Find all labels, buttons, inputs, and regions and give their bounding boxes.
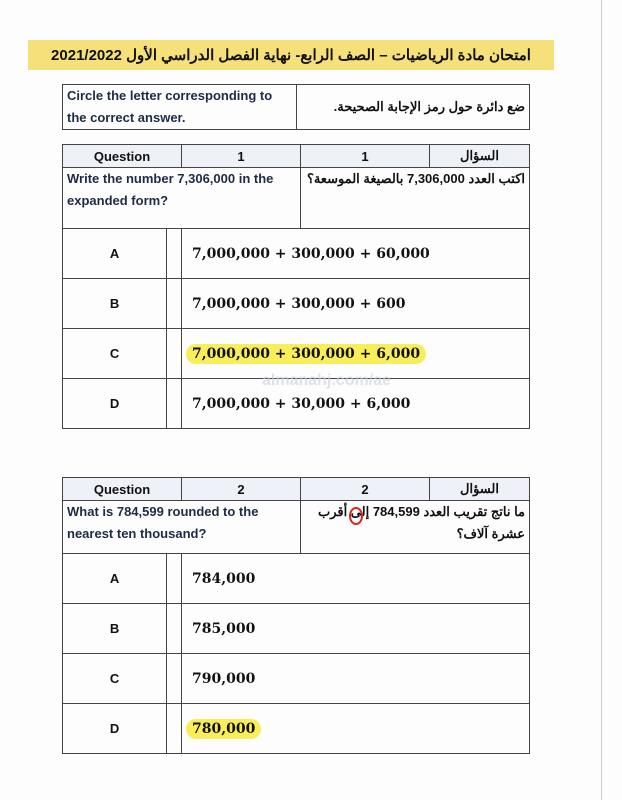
option-row — [63, 554, 530, 604]
option-row — [63, 329, 530, 379]
watermark: almanahj.com/ae — [262, 372, 391, 389]
option-row — [63, 279, 530, 329]
question-prompt-en: What is 784,599 rounded to the nearest ten thousand? — [63, 501, 301, 554]
option-value-cell — [182, 654, 530, 704]
option-letter[interactable]: A — [63, 554, 167, 604]
option-row — [63, 704, 530, 754]
option-divider — [167, 554, 182, 604]
question-prompt-ar: اكتب العدد 7,306,000 بالصيغة الموسعة؟ — [301, 168, 530, 229]
instructions-ar: ضع دائرة حول رمز الإجابة الصحيحة. — [296, 85, 530, 130]
question-number-ar: 1 — [301, 145, 430, 168]
option-value: 7,000,000 + 300,000 + 600 — [192, 295, 406, 312]
question-label-en: Question — [63, 478, 182, 501]
page-edge — [601, 0, 608, 800]
option-value-cell — [182, 604, 530, 654]
option-value: 790,000 — [192, 670, 256, 687]
option-divider — [167, 704, 182, 754]
question-label-ar: السؤال — [430, 145, 530, 168]
option-divider — [167, 379, 182, 429]
instructions-table — [62, 84, 530, 130]
highlighted-answer: 7,000,000 + 300,000 + 6,000 — [186, 344, 426, 364]
option-value: 7,000,000 + 30,000 + 6,000 — [192, 395, 411, 412]
exam-title-bar — [28, 40, 554, 70]
exam-title: امتحان مادة الرياضيات – الصف الرابع- نهاية الفصل الدراسي الأول 2021/2022 — [51, 47, 531, 64]
option-divider — [167, 654, 182, 704]
option-letter[interactable]: C — [63, 329, 167, 379]
question-2-table — [62, 477, 530, 754]
option-row — [63, 654, 530, 704]
option-letter[interactable]: A — [63, 229, 167, 279]
option-value: 785,000 — [192, 620, 256, 637]
option-letter[interactable]: C — [63, 654, 167, 704]
question-number-ar: 2 — [301, 478, 430, 501]
option-value: 784,000 — [192, 570, 256, 587]
question-label-ar: السؤال — [430, 478, 530, 501]
option-row — [63, 229, 530, 279]
option-letter[interactable]: D — [63, 379, 167, 429]
question-label-en: Question — [63, 145, 182, 168]
option-row — [63, 604, 530, 654]
question-prompt-en: Write the number 7,306,000 in the expanded form? — [63, 168, 301, 229]
option-letter[interactable]: B — [63, 279, 167, 329]
option-value-cell — [182, 229, 530, 279]
option-letter[interactable]: B — [63, 604, 167, 654]
option-divider — [167, 229, 182, 279]
option-value-cell — [182, 704, 530, 754]
option-value: 7,000,000 + 300,000 + 60,000 — [192, 245, 430, 262]
question-number-en: 2 — [182, 478, 301, 501]
option-letter[interactable]: D — [63, 704, 167, 754]
option-value-cell — [182, 279, 530, 329]
instructions-en: Circle the letter corresponding to the correct answer. — [63, 85, 297, 130]
red-circle-mark — [349, 507, 363, 525]
highlighted-answer: 780,000 — [186, 719, 261, 739]
question-prompt-ar-text: ما ناتج تقريب العدد 784,599 إلى أقرب عشرة آلاف؟ — [317, 504, 525, 541]
question-prompt-ar — [301, 501, 530, 554]
option-divider — [167, 279, 182, 329]
option-divider — [167, 329, 182, 379]
option-value-cell — [182, 554, 530, 604]
option-value-cell — [182, 329, 530, 379]
question-number-en: 1 — [182, 145, 301, 168]
option-divider — [167, 604, 182, 654]
